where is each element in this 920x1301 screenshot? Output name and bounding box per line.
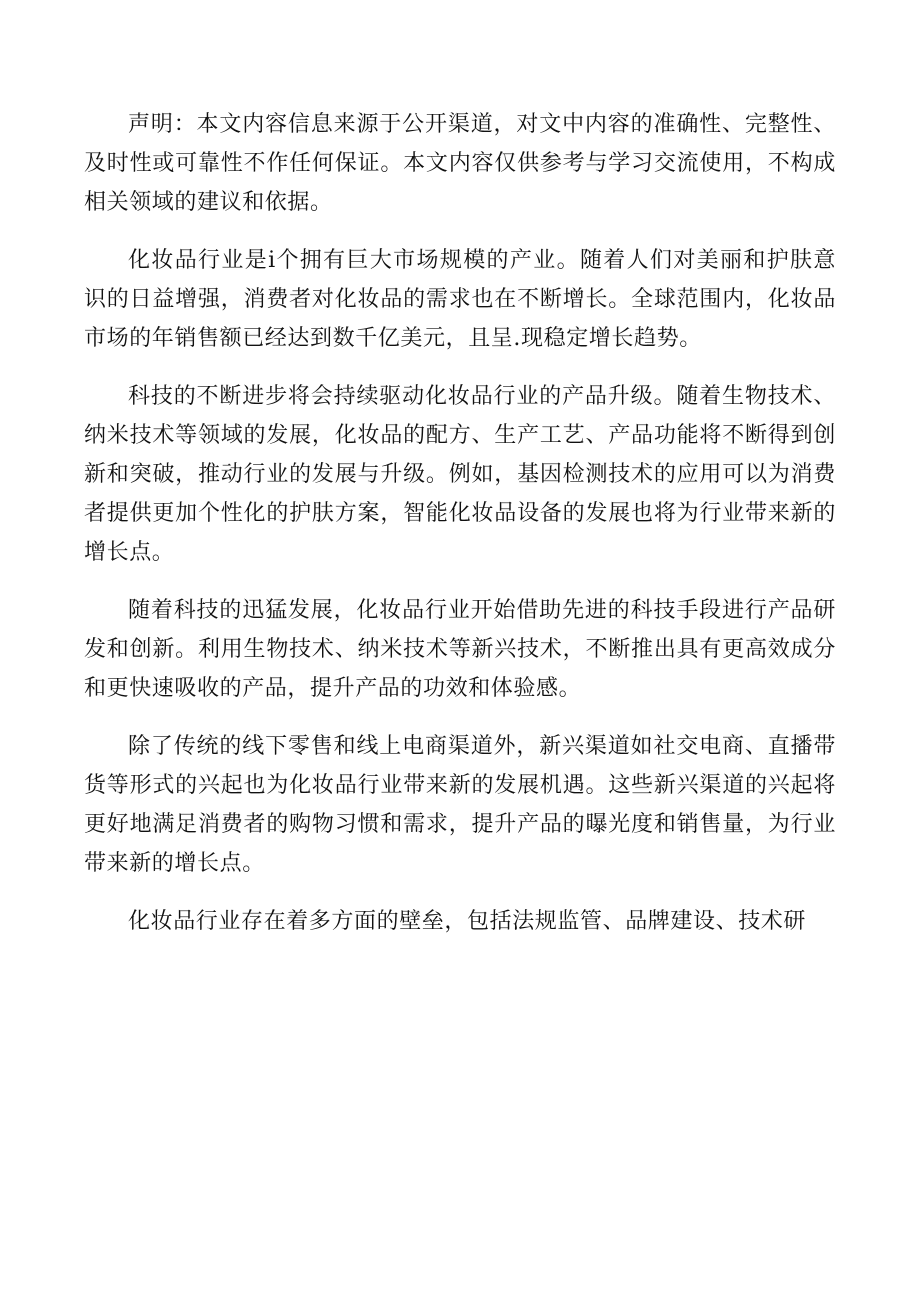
document-body	[84, 105, 836, 960]
paragraph-market-scale: 化妆品行业是i个拥有巨大市场规模的产业。随着人们对美丽和护肤意识的日益增强，消费者对化妆品的需求也在不断增长。全球范围内，化妆品市场的年销售额已经达到数千亿美元，且呈.现稳定增长趋势。	[84, 248, 836, 351]
paragraph-new-channels: 除了传统的线下零售和线上电商渠道外，新兴渠道如社交电商、直播带货等形式的兴起也为化妆品行业带来新的发展机遇。这些新兴渠道的兴起将更好地满足消费者的购物习惯和需求，提升产品的曝光度和销售量，为行业带来新的增长点。	[84, 734, 836, 876]
paragraph-disclaimer: 声明：本文内容信息来源于公开渠道，对文中内容的准确性、完整性、及时性或可靠性不作任何保证。本文内容仅供参考与学习交流使用，不构成相关领域的建议和依据。	[84, 112, 836, 215]
paragraph-barriers: 化妆品行业存在着多方面的壁垒，包括法规监管、品牌建设、技术研	[128, 909, 807, 934]
paragraph-tech-upgrade: 科技的不断进步将会持续驱动化妆品行业的产品升级。随着生物技术、纳米技术等领域的发展，化妆品的配方、生产工艺、产品功能将不断得到创新和突破，推动行业的发展与升级。例如，基因检测技术的应用可以为消费者提供更加个性化的护肤方案，智能化妆品设备的发展也将为行业带来新的增长点。	[84, 384, 836, 565]
paragraph-tech-innovation: 随着科技的迅猛发展，化妆品行业开始借助先进的科技手段进行产品研发和创新。利用生物技术、纳米技术等新兴技术，不断推出具有更高效成分和更快速吸收的产品，提升产品的功效和体验感。	[84, 598, 836, 701]
